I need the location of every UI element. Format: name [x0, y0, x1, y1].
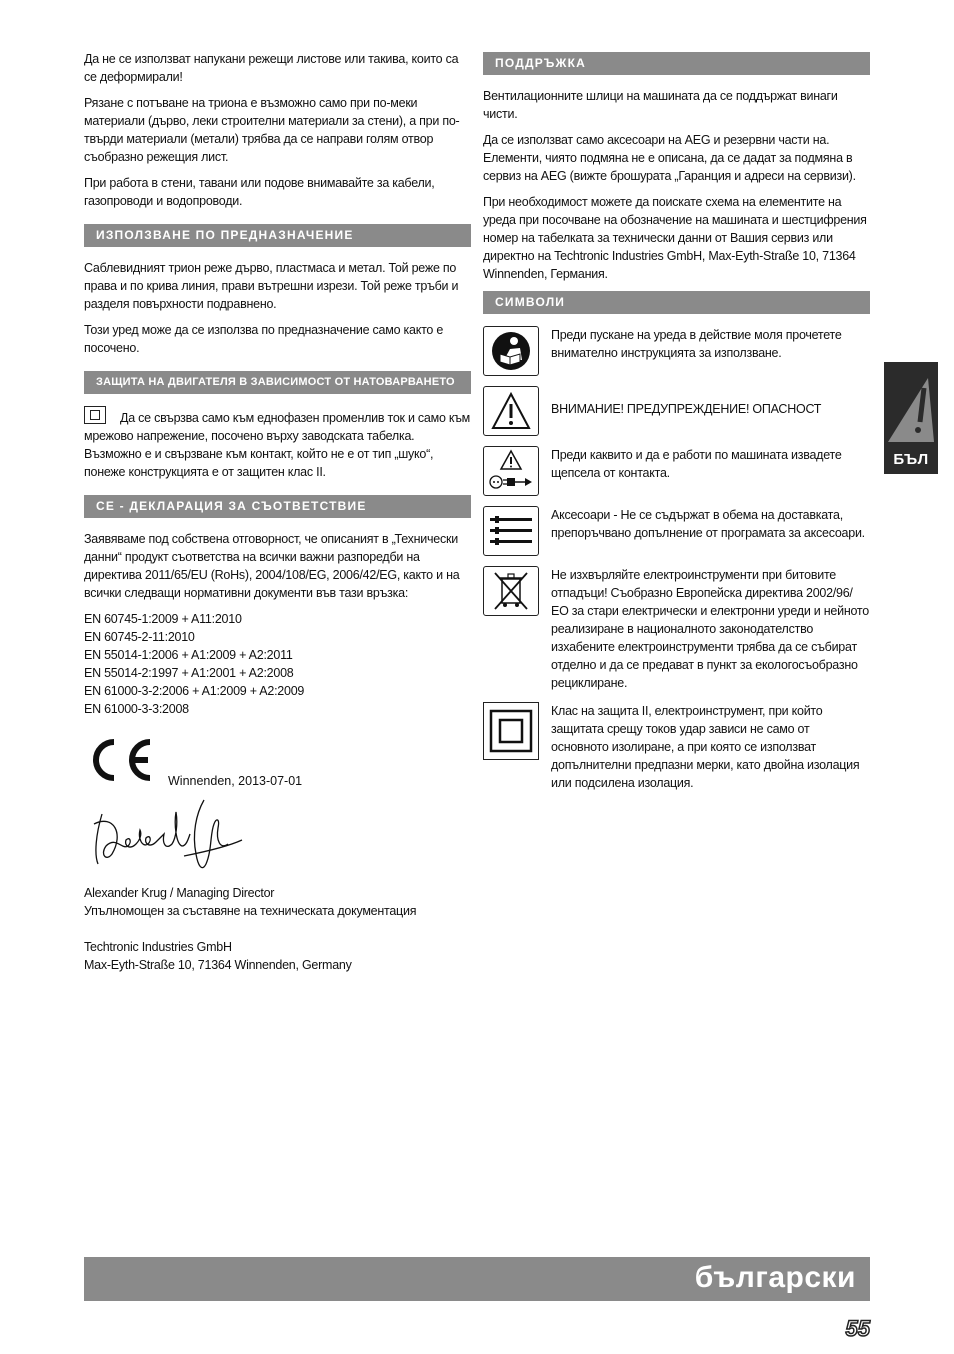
place-date: Winnenden, 2013-07-01: [168, 774, 303, 788]
symbol-text: Не изхвърляйте електроинструменти при битовите отпадъци! Съобразно Европейска директива 2002/96/ЕО за стари електрически и електронни уреди и нейното реализиране в националното законодателство изхабените електроинструменти трябва да се събират отделно и да се предават в пункт за екологосъобразно рециклиране.: [551, 568, 869, 690]
left-column: [84, 50, 471, 974]
page-number: 55: [845, 1316, 870, 1341]
symbol-row-unplug: [483, 446, 870, 496]
intended-use-paragraph-2: Този уред може да се използва по предназначение само както е посочено.: [84, 323, 444, 355]
standard-item: EN 55014-1:2006 + A1:2009 + A2:2011: [84, 648, 293, 662]
ce-mark-icon: [84, 736, 156, 784]
symbol-text: ВНИМАНИЕ! ПРЕДУПРЕЖДЕНИЕ! ОПАСНОСТ: [551, 402, 822, 416]
language-side-tab: [884, 362, 938, 474]
warning-triangle-icon: [483, 386, 539, 436]
right-column: [483, 50, 870, 802]
symbol-text: Преди пускане на уреда в действие моля прочетете внимателно инструкцията за използване.: [551, 328, 842, 360]
signer-name: Alexander Krug / Managing Director: [84, 886, 275, 900]
class-ii-icon: [483, 702, 539, 760]
footer-language-bar: [84, 1257, 870, 1301]
standards-list: [84, 610, 471, 718]
ce-mark-row: [84, 732, 471, 788]
crossed-bin-icon: [483, 566, 539, 616]
company-address: Max-Eyth-Straße 10, 71364 Winnenden, Germany: [84, 958, 352, 972]
intro-paragraph-3: При работа в стени, тавани или подове внимавайте за кабели, газопроводи и водопроводи.: [84, 176, 435, 208]
symbol-row-accessories: [483, 506, 870, 556]
standard-item: EN 61000-3-3:2008: [84, 702, 189, 716]
maintenance-paragraph-1: Вентилационните шлици на машината да се поддържат винаги чисти.: [483, 89, 838, 121]
maintenance-paragraph-2: Да се използват само аксесоари на AEG и резервни части на. Елементи, чиято подмяна не е описана, да се дадат за подмяна в сервиз на AEG (вижте брошурата „Гаранция и адреси на сервизи).: [483, 133, 856, 183]
accessories-icon: [483, 506, 539, 556]
symbol-text: Аксесоари - Не се съдържат в обема на доставката, препоръчвано допълнение от програмата за аксесоари.: [551, 508, 865, 540]
symbol-text: Клас на защита II, електроинструмент, при който защитата срещу токов удар зависи не само от основното изолиране, а при която се използват допълнителни предпазни мерки, като двойна изолация или подсилена изолация.: [551, 704, 860, 790]
motor-protection-paragraph: [84, 406, 471, 481]
section-heading-motor-protection: ЗАЩИТА НА ДВИГАТЕЛЯ В ЗАВИСИМОСТ ОТ НАТОВАРВАНЕТО: [84, 371, 471, 394]
intro-paragraph-2: Рязане с потъване на триона е възможно само при по-меки материали (дърво, леки строителни материали за стени), а при по-твърди материали (метали) трябва да се направи голям отвор съобразно режещия лист.: [84, 96, 460, 164]
symbol-row-disposal: [483, 566, 870, 692]
standard-item: EN 61000-3-2:2006 + A1:2009 + A2:2009: [84, 684, 305, 698]
motor-protection-text: Да се свързва само към еднофазен променлив ток и само към мрежово напрежение, посочено върху заводската табелка. Възможно е и свързване към контакт, който не е от тип „шуко“, понеже конструкцията е от защитен клас II.: [84, 411, 471, 479]
symbol-row-class-ii: [483, 702, 870, 792]
symbol-row-warning: [483, 386, 870, 436]
standard-item: EN 60745-2-11:2010: [84, 630, 195, 644]
section-heading-maintenance: ПОДДРЪЖКА: [483, 52, 870, 75]
symbol-text: Преди каквито и да е работи по машината извадете щепсела от контакта.: [551, 448, 842, 480]
intended-use-paragraph-1: Саблевидният трион реже дърво, пластмаса и метал. Той реже по права и по крива линия, прави вътрешни изрези. Той реже тръби и разделя повърхности подравнено.: [84, 261, 459, 311]
footer-language-label: български: [694, 1261, 856, 1294]
unplug-icon: [483, 446, 539, 496]
class-ii-inline-icon: [84, 406, 106, 424]
standard-item: EN 55014-2:1997 + A1:2001 + A2:2008: [84, 666, 294, 680]
ce-declaration-paragraph: Заявяваме под собствена отговорност, че описаният в „Технически данни“ продукт съответства на всички важни разпоредби на директива 2011/65/EU (RoHs), 2004/108/EG, 2006/42/EG, както и на всички следващи нормативни документи във тази връзка:: [84, 532, 460, 600]
intro-paragraph-1: Да не се използват напукани режещи листове или такива, които са се деформирали!: [84, 52, 459, 84]
company-name: Techtronic Industries GmbH: [84, 940, 232, 954]
section-heading-ce-declaration: CE - ДЕКЛАРАЦИЯ ЗА СЪОТВЕТСТВИЕ: [84, 495, 471, 518]
read-manual-icon: [483, 326, 539, 376]
section-heading-symbols: СИМВОЛИ: [483, 291, 870, 314]
maintenance-paragraph-3: При необходимост можете да поискате схема на елементите на уреда при посочване на обозначение на машината и шестцифрения номер на табелката за технически данни от Вашия сервиз или директно на Techtronic Industries GmbH, Max-Eyth-Straße 10, 71364 Winnenden, Германия.: [483, 195, 867, 281]
symbol-row-read-manual: [483, 326, 870, 376]
section-heading-intended-use: ИЗПОЛЗВАНЕ ПО ПРЕДНАЗНАЧЕНИЕ: [84, 224, 471, 247]
standard-item: EN 60745-1:2009 + A11:2010: [84, 612, 242, 626]
signer-role: Упълномощен за съставяне на техническата документация: [84, 904, 417, 918]
warning-triangle-icon: [884, 366, 938, 446]
signature-image: [84, 794, 254, 884]
side-tab-label: БЪЛ: [893, 451, 929, 468]
